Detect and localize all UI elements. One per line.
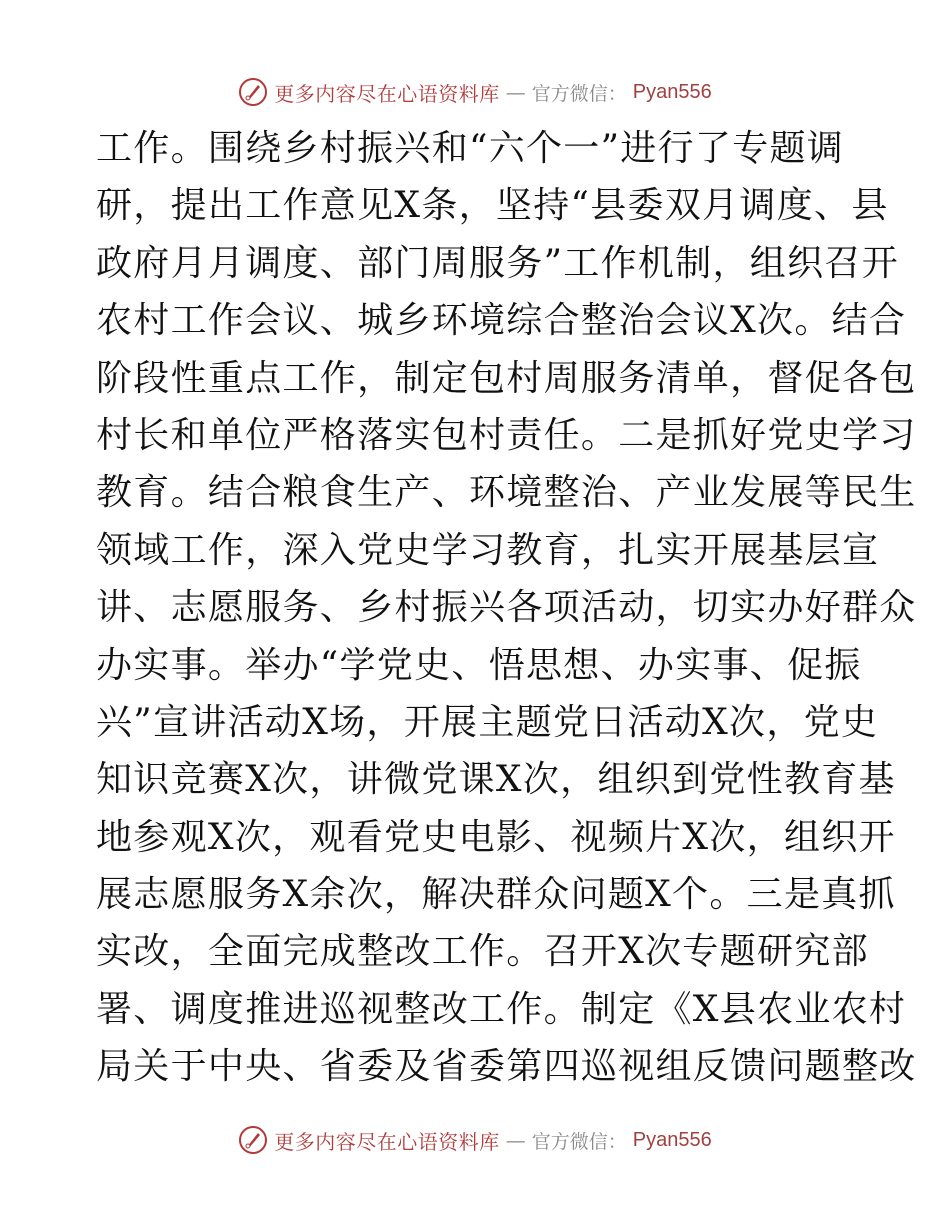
body-line: 兴”宣讲活动X场，开展主题党日活动X次，党史 [96, 701, 879, 743]
watermark-separator: — [505, 1128, 526, 1152]
body-line: 讲、志愿服务、乡村振兴各项活动，切实办好群众 [96, 587, 917, 629]
quill-logo-icon [238, 1125, 268, 1155]
body-line: 局关于中央、省委及省委第四巡视组反馈问题整改 [96, 1046, 917, 1088]
header-watermark [0, 72, 950, 112]
body-line: 村长和单位严格落实包村责任。二是抓好党史学习 [96, 414, 917, 456]
watermark-separator: — [505, 80, 526, 104]
body-line: 知识竞赛X次，讲微党课X次，组织到党性教育基 [96, 759, 896, 801]
body-line: 地参观X次，观看党史电影、视频片X次，组织开 [96, 816, 896, 858]
body-line: 实改，全面完成整改工作。召开X次专题研究部 [96, 931, 869, 973]
body-line: 研，提出工作意见X条，坚持“县委双月调度、县 [96, 185, 889, 227]
body-line: 办实事。举办“学党史、悟思想、办实事、促振 [96, 644, 862, 686]
watermark-wechat-id: Pyan556 [632, 1128, 712, 1151]
body-line: 阶段性重点工作，制定包村周服务清单，督促各包 [96, 357, 917, 399]
watermark-wechat-id: Pyan556 [632, 80, 712, 103]
watermark-site-text: 更多内容尽在心语资料库 [274, 1129, 500, 1154]
watermark-wechat-label: 官方微信： [531, 82, 627, 105]
body-line: 教育。结合粮食生产、环境整治、产业发展等民生 [96, 472, 917, 514]
watermark-wechat-label: 官方微信： [531, 1130, 627, 1153]
body-line: 领域工作，深入党史学习教育，扎实开展基层宣 [96, 529, 880, 571]
quill-logo-icon [238, 77, 268, 107]
body-line: 农村工作会议、城乡环境综合整治会议X次。结合 [96, 300, 907, 342]
footer-watermark [0, 1120, 950, 1160]
body-line: 政府月月调度、部门周服务”工作机制，组织召开 [96, 242, 900, 284]
body-line: 工作。围绕乡村振兴和“六个一”进行了专题调 [96, 128, 845, 169]
document-body [96, 120, 917, 1096]
body-line: 展志愿服务X余次，解决群众问题X个。三是真抓 [96, 874, 896, 916]
watermark-site-text: 更多内容尽在心语资料库 [274, 81, 500, 106]
body-line: 署、调度推进巡视整改工作。制定《X县农业农村 [96, 988, 907, 1030]
